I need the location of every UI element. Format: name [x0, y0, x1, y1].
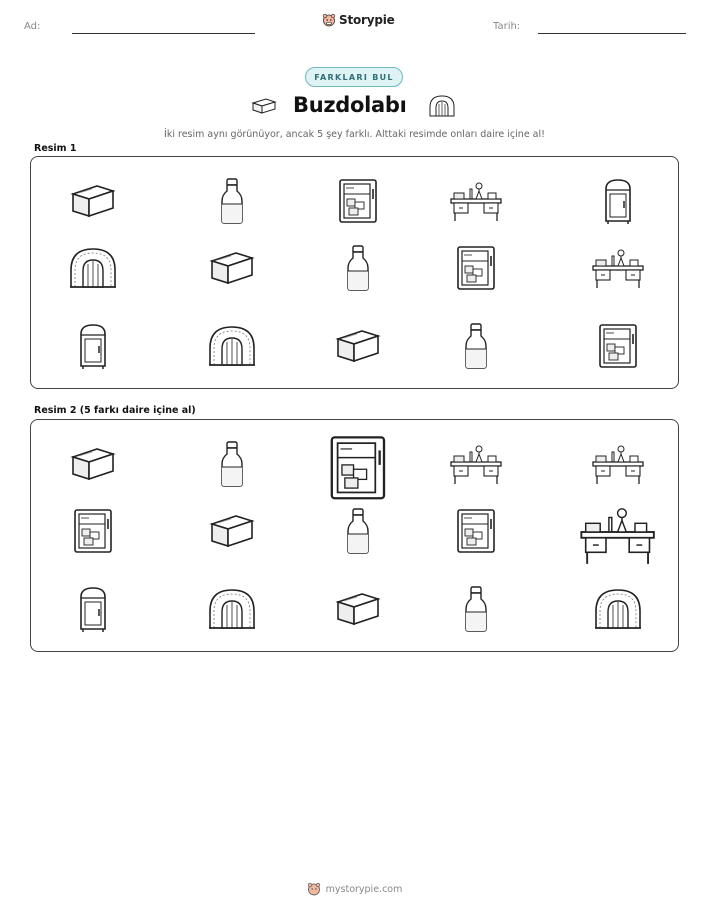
butter-block-icon[interactable]	[70, 445, 116, 483]
milk-bottle-icon	[463, 322, 489, 370]
brand-logo	[322, 13, 395, 27]
milk-bottle-icon	[345, 244, 371, 292]
fridge-open-icon[interactable]	[326, 433, 390, 503]
mini-fridge-icon[interactable]	[76, 585, 110, 633]
picture-2-label: Resim 2 (5 farkı daire içine al)	[34, 405, 196, 416]
fridge-open-icon	[454, 244, 498, 292]
worksheet-type-badge: FARKLARI BUL	[305, 67, 403, 87]
storypie-mascot-icon	[307, 882, 321, 896]
milk-bottle-icon[interactable]	[219, 440, 245, 488]
butter-block-icon	[70, 182, 116, 220]
mini-fridge-icon	[601, 177, 635, 225]
lab-desk-icon[interactable]	[448, 442, 504, 486]
stone-oven-icon	[207, 324, 257, 368]
stone-oven-icon	[428, 94, 456, 118]
stone-oven-icon[interactable]	[207, 587, 257, 631]
footer	[0, 882, 709, 896]
page-title: Buzdolabı	[293, 93, 407, 117]
date-line[interactable]	[538, 33, 686, 34]
lab-desk-icon	[590, 246, 646, 290]
fridge-open-icon[interactable]	[454, 507, 498, 555]
brand-name: Storypie	[339, 13, 395, 27]
lab-desk-icon[interactable]	[590, 442, 646, 486]
stone-oven-icon[interactable]	[593, 587, 643, 631]
name-line[interactable]	[72, 33, 255, 34]
picture-1-label: Resim 1	[34, 143, 77, 154]
butter-block-icon	[209, 249, 255, 287]
mini-fridge-icon	[76, 322, 110, 370]
fridge-open-icon	[596, 322, 640, 370]
instructions: İki resim aynı görünüyor, ancak 5 şey farklı. Alttaki resimde onları daire içine al!	[164, 129, 545, 140]
milk-bottle-icon[interactable]	[463, 585, 489, 633]
milk-bottle-icon[interactable]	[345, 507, 371, 555]
fridge-open-icon[interactable]	[71, 507, 115, 555]
butter-block-icon[interactable]	[209, 512, 255, 550]
name-label: Ad:	[24, 21, 41, 32]
butter-block-icon	[250, 96, 278, 116]
storypie-mascot-icon	[322, 13, 336, 27]
butter-block-icon[interactable]	[335, 590, 381, 628]
stone-oven-icon	[68, 246, 118, 290]
milk-bottle-icon	[219, 177, 245, 225]
fridge-open-icon	[336, 177, 380, 225]
date-label: Tarih:	[493, 21, 521, 32]
butter-block-icon	[335, 327, 381, 365]
lab-desk-icon	[448, 179, 504, 223]
lab-desk-icon[interactable]	[577, 503, 658, 567]
footer-site: mystorypie.com	[325, 883, 403, 895]
